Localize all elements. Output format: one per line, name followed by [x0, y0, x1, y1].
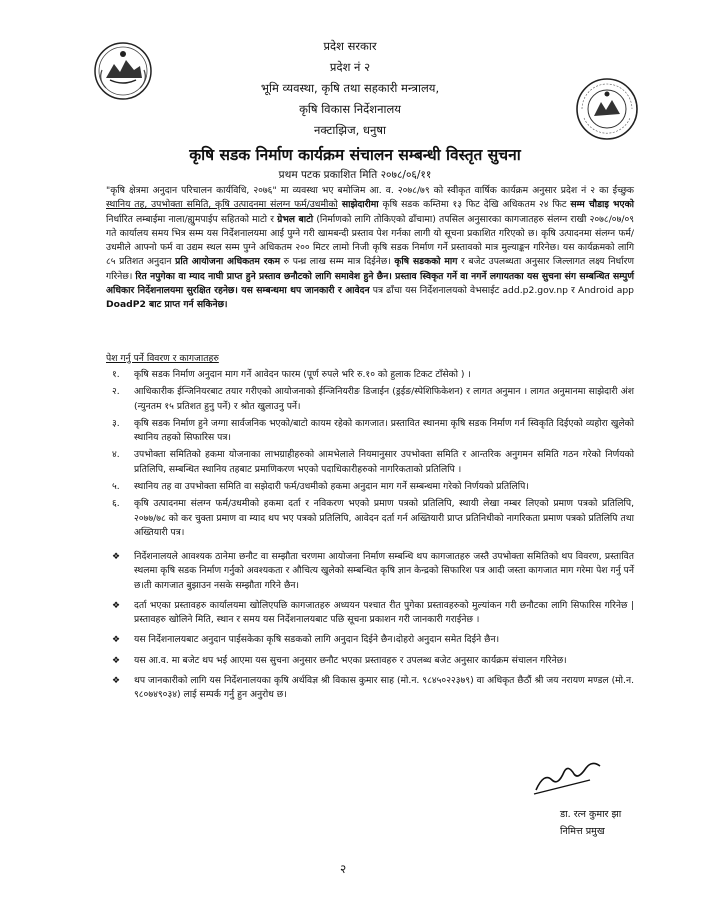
- intro-width: सम्म चौडाइ भएको: [570, 199, 635, 211]
- note-item: [106, 654, 634, 668]
- signatory-block: [560, 806, 621, 840]
- diamond-bullet-icon: ❖: [112, 676, 121, 687]
- handwritten-signature: [530, 750, 610, 800]
- list-number: २.: [112, 386, 120, 398]
- intro-text-7: पत्र ढाँचा यस निर्देशनालयको वेभसाईट add.p2.gov.np र Android app: [369, 285, 634, 297]
- diamond-bullet-icon: ❖: [112, 635, 121, 646]
- list-text: स्थानिय तह वा उपभोक्ता समिति वा सझेदारी फर्म/उधमीको हकमा अनुदान माग गर्ने सम्बन्धमा गरेको निर्णयको प्रतिलिपि।: [134, 481, 529, 493]
- header-address: नक्टाझिज, धनुषा: [313, 123, 387, 137]
- intro-partnership: साझेदारीमा: [337, 199, 379, 211]
- list-text: उपभोक्ता समितिको हकमा योजनाका लाभग्राहीहरुको आमभेलाले नियमानुसार उपभोक्ता समिति र आन्तरिक अनुगमन समिति गठन गरेको निर्णयको प्रतिलिपि, सम्बन्धित स्थानिय तहबाट प्रमाणिकरण भएको पदाधिकारीहरुको नागरिकताको प्रतिलिपि ।: [134, 449, 634, 475]
- note-item: [106, 633, 634, 647]
- list-item: [106, 368, 634, 382]
- signatory-name: डा. रत्न कुमार झा: [560, 809, 622, 820]
- letterhead: [150, 36, 550, 141]
- diamond-bullet-icon: ❖: [112, 600, 121, 611]
- header-province-government: प्रदेश सरकार: [323, 39, 377, 53]
- intro-max-amount: प्रति आयोजना अधिकतम रकम: [175, 256, 281, 268]
- notice-body-paragraph: [106, 184, 634, 313]
- page-number: २: [340, 862, 347, 876]
- header-directorate: कृषि विकास निर्देशनालय: [299, 102, 401, 116]
- intro-gravel-road: ग्रेभल बाटो: [277, 213, 314, 225]
- intro-eligible-parties: स्थानिय तह, उपभोक्ता समिति, कृषि उत्पादनमा संलग्न फर्म/उधमीको: [106, 199, 338, 211]
- intro-text-8: बाट प्राप्त गर्न सकिनेछ।: [145, 299, 228, 311]
- list-item: [106, 480, 634, 494]
- notice-title: कृषि सडक निर्माण कार्यक्रम संचालन सम्बन्धी विस्तृत सुचना: [189, 146, 521, 164]
- diamond-bullet-icon: ❖: [112, 552, 121, 562]
- note-text: निर्देशनालयले आवश्यक ठानेमा छनौट वा सम्झौता चरणमा आयोजना निर्माण सम्बन्धि थप कागजातहरु जस्तै उपभोक्ता समितिको थप विवरण, प्रस्तावित स्थलमा कृषि सडक निर्माण गर्नुको अवश्यकता र औचित्य खुलेको सम्बन्धित कृषि ज्ञान केन्द्रको सिफारिश पत्र आदी जस्ता कागजात माग गरेमा पेश गर्नु पर्ने छ।ती कागजात बुझाउन नसके सम्झौता गरिने छैन।: [134, 551, 634, 591]
- intro-conditions: रित नपुगेका वा म्याद नाघी प्राप्त हुने प्रस्ताव छनौटको लागि समावेश हुने छैन। प्रस्ताव स्विकृत गर्ने वा नगर्ने लगायतका यस सुचना संग सम्बन्धित सम्पुर्ण अधिकार निर्देशनालयमा सुरक्षित रहनेछ। यस सम्बन्धमा थप जानकारी र आवेदन: [106, 270, 634, 297]
- nepal-emblem-icon: [92, 40, 154, 102]
- list-text: कृषि सडक निर्माण हुने जग्गा सार्वजनिक भएको/बाटो कायम रहेको कागजात। प्रस्तावित स्थानमा कृषि सडक निर्माण गर्न स्विकृति दिईएको व्यहोरा खुलेको स्थानिय तहको सिफारिस पत्र।: [134, 417, 634, 444]
- note-item: [106, 550, 634, 593]
- list-number: १.: [112, 369, 120, 380]
- intro-text-5: रु पन्ध्र लाख सम्म मात्र दिईनेछ।: [280, 256, 395, 268]
- intro-road-demand: कृषि सडकको माग: [394, 256, 458, 268]
- note-text: थप जानकारीको लागि यस निर्देशनालयका कृषि अर्थविज्ञ श्री विकास कुमार साह (मो.न. ९८४५०२२३७९) वा अधिकृत छैठौं श्री जय नरायण मण्डल (मो.न. ९८०७४९०३४) लाई सम्पर्क गर्नु हुन अनुरोध छ।: [134, 675, 634, 701]
- office-seal-icon: [574, 76, 640, 142]
- note-item: [106, 599, 634, 628]
- intro-text-6: र बजेट उपलब्धता अनुसार जिल्लागत लक्ष्य निर्धारण गरिनेछ।: [106, 256, 634, 282]
- signatory-title: निमित्त प्रमुख: [560, 826, 605, 837]
- list-item: [106, 385, 634, 414]
- list-text: आधिकारीक ईन्जिनियरबाट तयार गरीएको आयोजनाको ईन्जिनियरीङ डिजाईन (ड्रईङ/स्पेशिफिकेशन) र लागत अनुमान । लागत अनुमानमा साझेदारी अंश (न्युनतम १५ प्रतिशत हुनु पर्ने) र श्रोत खुलाउनु पर्ने।: [134, 386, 634, 412]
- notes-list: [106, 550, 634, 709]
- intro-app-name: DoadP2: [106, 299, 146, 311]
- list-number: ३.: [112, 417, 120, 429]
- note-text: दर्ता भएका प्रस्तावहरु कार्यालयमा खोलिएपछि कागजातहरु अध्ययन पश्चात रीत पुगेका प्रस्तावहरुको मुल्यांकन गरी छनौटका लागि सिफारिस गरिनेछ |प्रस्तावहरु खोलिने मिति, स्थान र समय यस निर्देशनालयबाट पछि सूचना प्रकाशन गरी जानकारी गराईनेछ ।: [134, 599, 634, 626]
- note-text: यस निर्देशनालयबाट अनुदान पाईसकेका कृषि सडकको लागि अनुदान दिईने छैन।दोहरो अनुदान समेत दिईने छैन।: [134, 634, 500, 646]
- list-item: [106, 448, 634, 477]
- intro-text-1: "कृषि क्षेत्रमा अनुदान परिचालन कार्यविधि, २०७६" मा व्यवस्था भए बमोजिम आ. व. २०७८/७९ को स्वीकृत वार्षिक कार्यक्रम अनुसार प्रदेश नं २ का ईच्छुक: [106, 185, 634, 196]
- documents-list: [106, 368, 634, 543]
- header-ministry: भूमि व्यवस्था, कृषि तथा सहकारी मन्त्रालय,: [260, 81, 440, 95]
- documents-heading: पेश गर्नु पर्ने विवरण र कागजातहरु: [106, 353, 219, 364]
- diamond-bullet-icon: ❖: [112, 655, 121, 666]
- notice-publish-date: प्रथम पटक प्रकाशित मिति २०७८/०६/११: [278, 169, 432, 181]
- header-province-number: प्रदेश नं २: [329, 60, 371, 74]
- list-item: [106, 497, 634, 540]
- list-text: कृषि उत्पादनमा संलग्न फर्म/उधमीको हकमा दर्ता र नविकरण भएको प्रमाण पत्रको प्रतिलिपि, स्थायी लेखा नम्बर लिएको प्रमाण पत्रको प्रतिलिपि, २०७७/७८ को कर चुक्ता प्रमाण वा म्याद थप भए पत्रको प्रतिलिपि, आवेदन दर्ता गर्न अख्तियारी प्राप्त प्रतिनिधीको नागरिकता प्रमाण पत्रको प्रतिलिपि तथा अख्तियारी पत्र।: [134, 498, 634, 538]
- list-item: [106, 417, 634, 446]
- list-number: ४.: [112, 449, 120, 461]
- note-text: यस आ.व. मा बजेट थप भई आएमा यस सुचना अनुसार छनौट भएका प्रस्तावहरु र उपलब्ध बजेट अनुसार कार्यक्रम संचालन गरिनेछ।: [134, 654, 567, 666]
- list-number: ६.: [112, 498, 120, 510]
- list-number: ५.: [112, 481, 120, 493]
- intro-text-2: कृषि सडक कम्तिमा १३ फिट देखि अधिकतम २४ फिट: [378, 199, 571, 211]
- note-item: [106, 674, 634, 703]
- intro-text-4: (निर्माणको लागि तोकिएको ढाँचामा) तपसिल अनुसारका कागजातहरु संलग्न राखी २०७८/०७/०९ गते कार्यालय समय भित्र सम्म यस निर्देशनालयमा आई पुग्ने गरी खामबन्दी प्रस्ताव पेश गर्नका लागी यो सूचना प्रकाशित गरिएको छ। कृषि उत्पादनमा संलग्न फर्म/उधमीले आफ्नो फर्म वा उद्यम स्थल सम्म पुग्ने अधिकतम २०० मिटर लामो निजी कृषि सडक निर्माण गर्ने प्रस्तावको मात्र मुल्याङ्कन गरिनेछ। यस कार्यक्रमको लागि ८५ प्रतिशत अनुदान: [106, 213, 634, 268]
- list-text: कृषि सडक निर्माण अनुदान माग गर्ने आवेदन फारम (पूर्ण रुपले भरि रु.१० को हुलाक टिकट टाँसेको ) ।: [134, 369, 471, 380]
- intro-text-3: निर्धारित लम्बाईमा नाला/ह्युमपाईप सहितको माटो र: [106, 213, 278, 225]
